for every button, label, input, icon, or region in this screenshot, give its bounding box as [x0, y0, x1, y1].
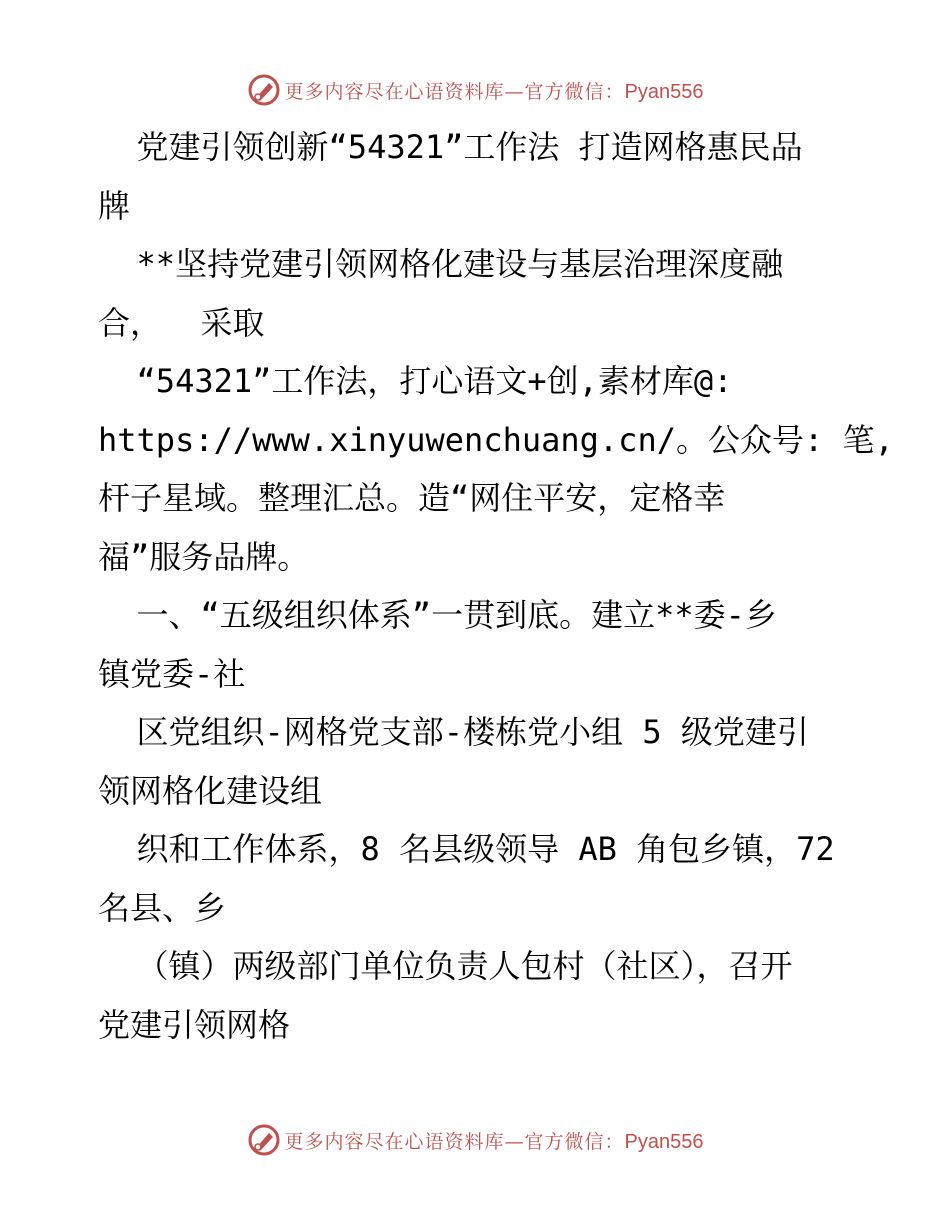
text-line: 党建引领创新“54321”工作法 打造网格惠民品	[98, 128, 803, 166]
header-watermark-banner	[0, 70, 950, 110]
text-line: 镇党委-社	[98, 654, 246, 693]
text-line: 区党组织-网格党支部-楼栋党小组 5 级党建引	[98, 713, 809, 751]
text-line: 党建引领网格	[98, 1005, 291, 1044]
text-line: 合， 采取	[98, 303, 265, 342]
text-line: 一、“五级组织体系”一贯到底。建立**委-乡	[98, 596, 777, 634]
watermark-text: 更多内容尽在心语资料库—官方微信：Pyan556	[284, 1130, 704, 1153]
text-line: **坚持党建引领网格化建设与基层治理深度融	[98, 245, 784, 283]
pen-seal-icon	[247, 1123, 281, 1157]
text-line: （镇）两级部门单位负责人包村（社区），召开	[98, 947, 793, 985]
text-line: 牌	[98, 186, 131, 225]
watermark-id: Pyan556	[624, 80, 704, 103]
watermark-text: 更多内容尽在心语资料库—官方微信：Pyan556	[284, 80, 704, 103]
text-line: 杆子星域。整理汇总。造“网住平安，定格幸	[98, 479, 726, 517]
text-line: https://www.xinyuwenchuang.cn/。公众号: 笔,	[98, 420, 894, 459]
pen-seal-icon	[247, 73, 281, 107]
footer-watermark-banner	[0, 1120, 950, 1160]
document-body	[98, 118, 894, 1054]
text-line: 织和工作体系，8 名县级领导 AB 角包乡镇，72	[98, 830, 835, 868]
text-line: “54321”工作法，打心语文+创,素材库@:	[98, 362, 733, 400]
text-line: 名县、乡	[98, 888, 227, 927]
text-line: 领网格化建设组	[98, 771, 323, 810]
watermark-id: Pyan556	[624, 1130, 704, 1153]
text-line: 福”服务品牌。	[98, 537, 310, 576]
